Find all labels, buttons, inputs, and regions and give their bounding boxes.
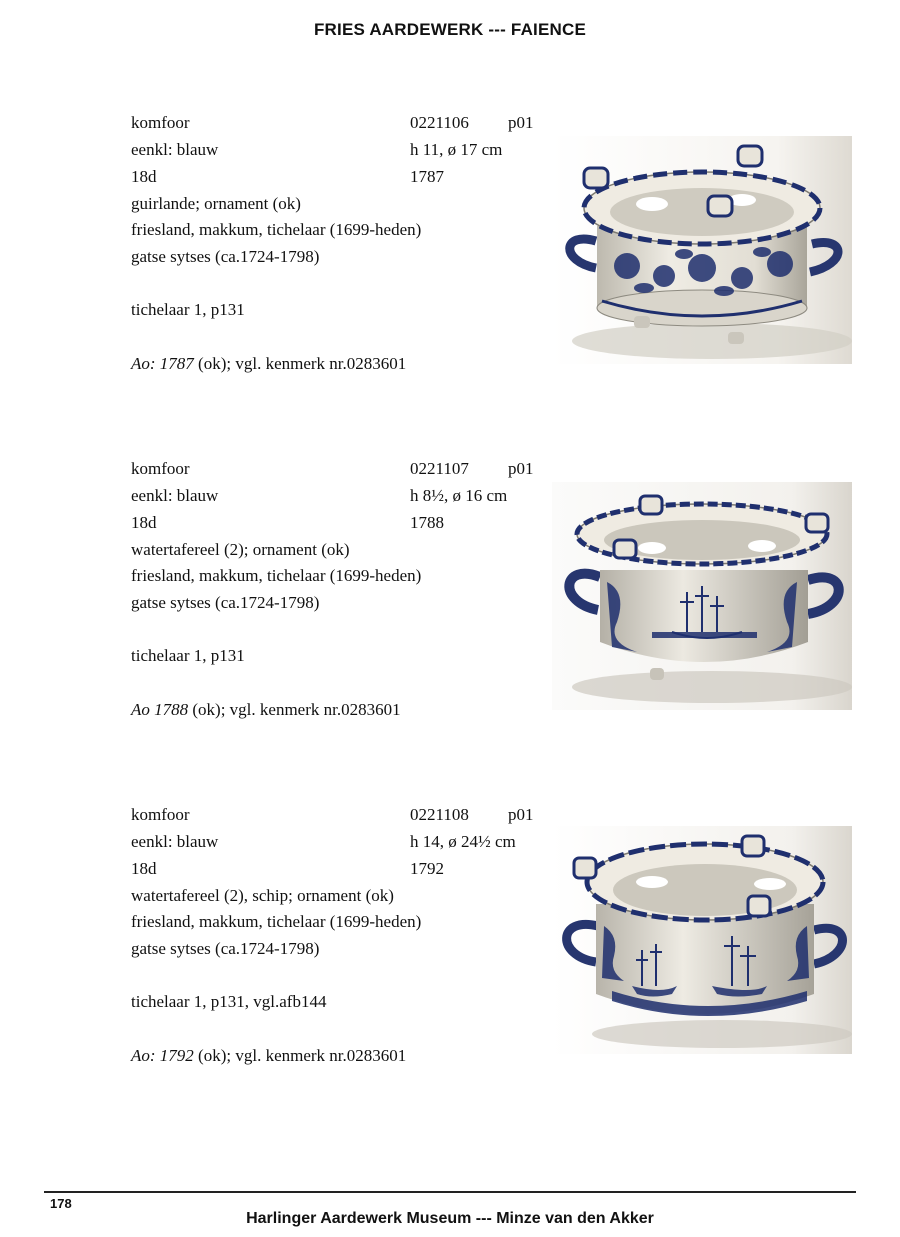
value-schilder: gatse sytses (ca.1724-1798)	[131, 247, 320, 266]
value-kleur: eenkl: blauw	[131, 486, 219, 505]
value-kleur: eenkl: blauw	[131, 832, 219, 851]
value-datering: 18d	[131, 513, 157, 532]
value-literatuur: tichelaar 1, p131	[131, 300, 245, 319]
footer-title: Harlinger Aardewerk Museum --- Minze van den Akker	[246, 1210, 654, 1227]
value-nr: 0221108	[410, 805, 469, 824]
opschrift-rest: (ok); vgl. kenmerk nr.0283601	[193, 354, 407, 373]
komfoor-photo-2	[552, 482, 852, 710]
value-opschrift	[131, 354, 406, 374]
value-afm: h 14, ø 24½ cm	[410, 832, 516, 851]
opschrift-rest: (ok); vgl. kenmerk nr.0283601	[188, 700, 401, 719]
value-page: p01	[508, 459, 534, 478]
value-voorwerp: komfoor	[131, 805, 190, 824]
value-afm: h 11, ø 17 cm	[410, 140, 503, 159]
value-schilder: gatse sytses (ca.1724-1798)	[131, 593, 320, 612]
value-jrt: 1788	[410, 513, 444, 532]
value-nr: 0221107	[410, 459, 469, 478]
value-page: p01	[508, 805, 534, 824]
value-literatuur: tichelaar 1, p131, vgl.afb144	[131, 992, 327, 1011]
page-title: FRIES AARDEWERK --- FAIENCE	[313, 20, 587, 39]
footer-divider	[44, 1191, 856, 1193]
value-jrt: 1787	[410, 167, 444, 186]
value-voorwerp: komfoor	[131, 459, 190, 478]
value-voorstelling: watertafereel (2); ornament (ok)	[131, 540, 350, 559]
value-datering: 18d	[131, 859, 157, 878]
value-schilder: gatse sytses (ca.1724-1798)	[131, 939, 320, 958]
opschrift-rest: (ok); vgl. kenmerk nr.0283601	[193, 1046, 407, 1065]
value-opschrift	[131, 1046, 406, 1066]
komfoor-photo-1	[552, 136, 852, 364]
value-page: p01	[508, 113, 534, 132]
value-fabrikaat: friesland, makkum, tichelaar (1699-heden)	[131, 912, 422, 931]
page-number: 178	[50, 1196, 72, 1211]
value-datering: 18d	[131, 167, 157, 186]
value-fabrikaat: friesland, makkum, tichelaar (1699-heden)	[131, 566, 422, 585]
komfoor-photo-3	[552, 826, 852, 1054]
value-fabrikaat: friesland, makkum, tichelaar (1699-heden)	[131, 220, 422, 239]
value-afm: h 8½, ø 16 cm	[410, 486, 508, 505]
opschrift-year: Ao: 1792	[131, 1046, 194, 1065]
value-opschrift	[131, 700, 401, 720]
value-voorwerp: komfoor	[131, 113, 190, 132]
opschrift-year: Ao: 1787	[131, 354, 194, 373]
value-literatuur: tichelaar 1, p131	[131, 646, 245, 665]
value-nr: 0221106	[410, 113, 469, 132]
value-voorstelling: guirlande; ornament (ok)	[131, 194, 301, 213]
opschrift-year: Ao 1788	[131, 700, 189, 719]
value-kleur: eenkl: blauw	[131, 140, 219, 159]
value-voorstelling: watertafereel (2), schip; ornament (ok)	[131, 886, 394, 905]
value-jrt: 1792	[410, 859, 444, 878]
